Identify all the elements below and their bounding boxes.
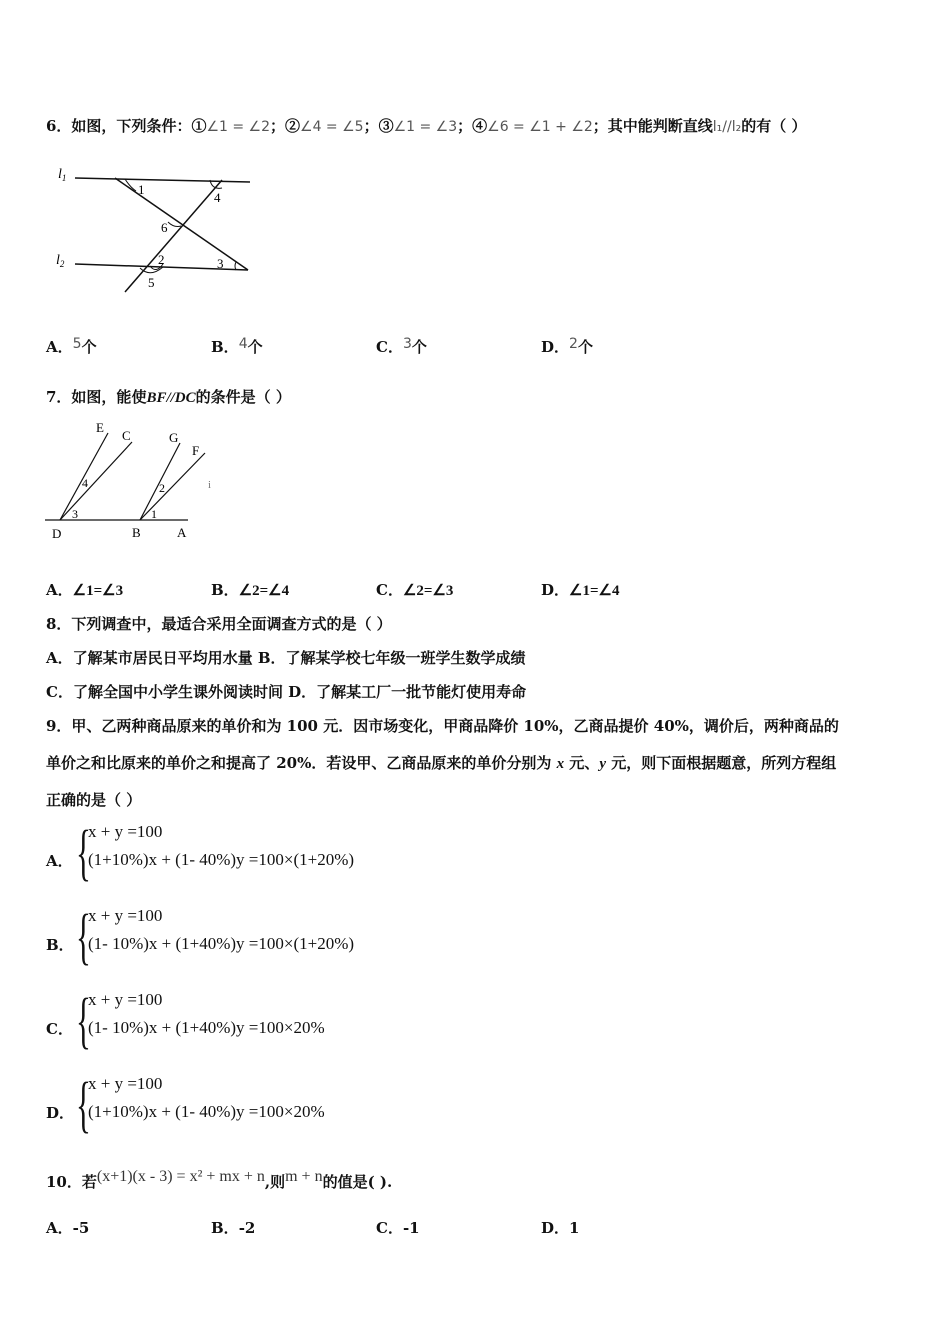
brace: {	[76, 1071, 91, 1139]
q6-condition-3: ∠1 = ∠3	[393, 119, 458, 135]
point-e: E	[96, 420, 104, 435]
q7-option-c[interactable]: C．∠2=∠3	[376, 581, 454, 599]
q10-option-b[interactable]: B．-2	[211, 1219, 256, 1237]
arc-angle-3	[235, 262, 236, 270]
q6-text-c: ；③	[363, 117, 394, 135]
point-a: A	[177, 525, 187, 540]
angle-label-5: 5	[148, 275, 155, 290]
angle-label-1: 1	[151, 507, 157, 521]
point-g: G	[169, 430, 179, 445]
q6-option-a[interactable]: A．5个	[46, 336, 97, 356]
angle-label-4: 4	[214, 190, 221, 205]
line-l1	[75, 178, 250, 182]
q9-var-x: x	[556, 756, 565, 772]
question-10-stem: 10．若(x+1)(x - 3) = x² + mx + n,则m + n的值是( ).	[46, 1168, 393, 1191]
brace: {	[76, 987, 91, 1055]
q7-option-d[interactable]: D．∠1=∠4	[541, 581, 620, 599]
q6-option-c[interactable]: C．3个	[376, 336, 427, 356]
q6-condition-1: ∠1 = ∠2	[206, 119, 270, 135]
question-9-line-2: 单价之和比原来的单价之和提高了 20%．若设甲、乙商品原来的单价分别为 x 元、y 元，则下面根据题意，所列方程组	[46, 754, 837, 772]
q10-expression: (x+1)(x - 3) = x² + mx + n	[96, 1168, 265, 1185]
q10-sum: m + n	[285, 1168, 323, 1185]
q6-text-f: 的有（ ）	[741, 117, 807, 135]
q10-option-c[interactable]: C．-1	[376, 1219, 420, 1237]
q6-text-b: ；②	[270, 117, 301, 135]
question-6-stem	[46, 115, 806, 136]
point-b: B	[132, 525, 141, 540]
q6-text-a: 6．如图，下列条件：①	[46, 117, 207, 135]
angle-label-1: 1	[138, 182, 145, 197]
question-7-stem: 7．如图，能使BF//DC的条件是（ ）	[46, 388, 291, 406]
transversal-1	[115, 178, 248, 270]
q6-condition-2: ∠4 = ∠5	[300, 119, 364, 135]
q6-figure	[50, 160, 260, 300]
angle-label-3: 3	[72, 507, 78, 521]
brace: {	[76, 903, 91, 971]
point-c: C	[122, 428, 131, 443]
q6-text-e: ；其中能判断直线	[592, 117, 713, 135]
angle-label-3: 3	[217, 256, 224, 271]
point-d: D	[52, 526, 62, 541]
q6-lines: l₁//l₂	[712, 119, 742, 135]
question-9-line-1: 9．甲、乙两种商品原来的单价和为 100 元．因市场变化，甲商品降价 10%，乙商品提价 40%，调价后，两种商品的	[46, 717, 839, 735]
ray-bf	[140, 453, 205, 520]
question-9-line-3: 正确的是（ ）	[46, 791, 142, 809]
q9-var-y: y	[599, 756, 606, 772]
q6-option-d[interactable]: D．2个	[541, 336, 593, 356]
q8-options-line-2[interactable]: C．了解全国中小学生课外阅读时间 D．了解某工厂一批节能灯使用寿命	[46, 683, 527, 701]
q6-condition-4: ∠6 = ∠1 + ∠2	[487, 119, 593, 135]
q6-text-d: ；④	[457, 117, 488, 135]
angle-label-2: 2	[158, 252, 165, 267]
angle-label-6: 6	[161, 220, 168, 235]
point-f: F	[192, 443, 200, 458]
q10-option-d[interactable]: D．1	[541, 1219, 580, 1237]
q7-option-b[interactable]: B．∠2=∠4	[211, 581, 290, 599]
stray-mark: i	[208, 479, 212, 491]
angle-label-4: 4	[82, 476, 88, 490]
brace: {	[76, 819, 91, 887]
angle-label-2: 2	[159, 481, 165, 495]
q7-figure	[40, 415, 220, 545]
label-l1: $l_1$	[58, 167, 67, 183]
q6-option-b[interactable]: B．4个	[211, 336, 263, 356]
q8-options-line-1[interactable]: A．了解某市居民日平均用水量 B．了解某学校七年级一班学生数学成绩	[46, 649, 526, 667]
q7-condition: BF//DC	[146, 390, 196, 406]
question-8-stem: 8．下列调查中，最适合采用全面调查方式的是（ ）	[46, 615, 392, 633]
q10-option-a[interactable]: A．-5	[46, 1219, 90, 1237]
q7-option-a[interactable]: A．∠1=∠3	[46, 581, 124, 599]
label-l2: $l_2$	[56, 253, 65, 269]
